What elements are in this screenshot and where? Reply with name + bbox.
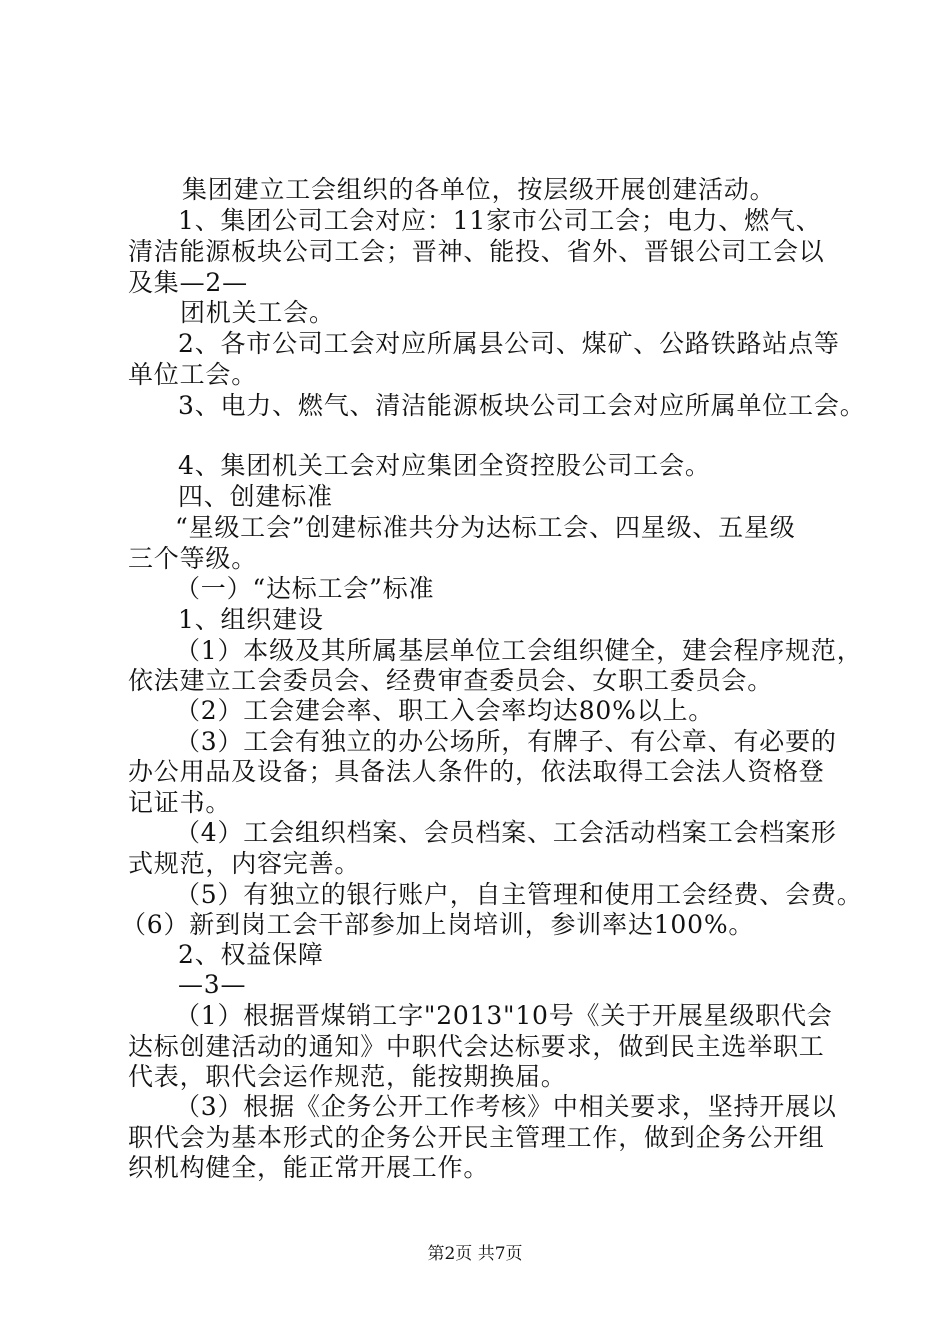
text-line: 2、权益保障 (178, 940, 324, 969)
text-line: （6）新到岗工会干部参加上岗培训，参训率达100%。 (121, 910, 755, 939)
text-line: 记证书。 (128, 788, 232, 817)
text-line: 清洁能源板块公司工会；晋神、能投、省外、晋银公司工会以 (128, 237, 825, 266)
text-line: （3）根据《企务公开工作考核》中相关要求，坚持开展以 (175, 1092, 837, 1121)
text-line: 达标创建活动的通知》中职代会达标要求，做到民主选举职工 (128, 1032, 825, 1061)
text-line: （5）有独立的银行账户，自主管理和使用工会经费、会费。 (175, 880, 863, 909)
text-line: “星级工会”创建标准共分为达标工会、四星级、五星级 (175, 513, 796, 542)
text-line: （4）工会组织档案、会员档案、工会活动档案工会档案形 (175, 818, 837, 847)
text-line: 办公用品及设备；具备法人条件的，依法取得工会法人资格登 (128, 757, 825, 786)
text-line: 单位工会。 (128, 360, 258, 389)
text-line: （3）工会有独立的办公场所，有牌子、有公章、有必要的 (175, 727, 837, 756)
text-line: 团机关工会。 (180, 298, 335, 327)
text-line: 集团建立工会组织的各单位，按层级开展创建活动。 (182, 175, 776, 204)
text-line: 1、组织建设 (178, 605, 324, 634)
text-line: 2、各市公司工会对应所属县公司、煤矿、公路铁路站点等 (178, 329, 840, 358)
text-line: 织机构健全，能正常开展工作。 (128, 1153, 490, 1182)
page-separator: —3— (178, 970, 247, 999)
text-line: （1）根据晋煤销工字"2013"10号《关于开展星级职代会 (175, 1001, 833, 1030)
text-line: 依法建立工会委员会、经费审查委员会、女职工委员会。 (128, 666, 774, 695)
text-line: 3、电力、燃气、清洁能源板块公司工会对应所属单位工会。 (178, 391, 866, 420)
text-line: 四、创建标准 (178, 482, 333, 511)
text-line: （1）本级及其所属基层单位工会组织健全，建会程序规范， (175, 636, 863, 665)
text-line: 及集—2— (128, 268, 248, 297)
text-line: 代表，职代会运作规范，能按期换届。 (128, 1062, 567, 1091)
text-line: 4、集团机关工会对应集团全资控股公司工会。 (178, 451, 711, 480)
text-line: 1、集团公司工会对应：11家市公司工会；电力、燃气、 (178, 206, 822, 235)
page-footer: 第2页 共7页 (427, 1244, 523, 1264)
text-line: （一）“达标工会”标准 (175, 574, 435, 603)
text-line: （2）工会建会率、职工入会率均达80%以上。 (175, 696, 715, 725)
text-line: 三个等级。 (128, 544, 258, 573)
text-line: 式规范，内容完善。 (128, 849, 361, 878)
text-line: 职代会为基本形式的企务公开民主管理工作，做到企务公开组 (128, 1123, 825, 1152)
